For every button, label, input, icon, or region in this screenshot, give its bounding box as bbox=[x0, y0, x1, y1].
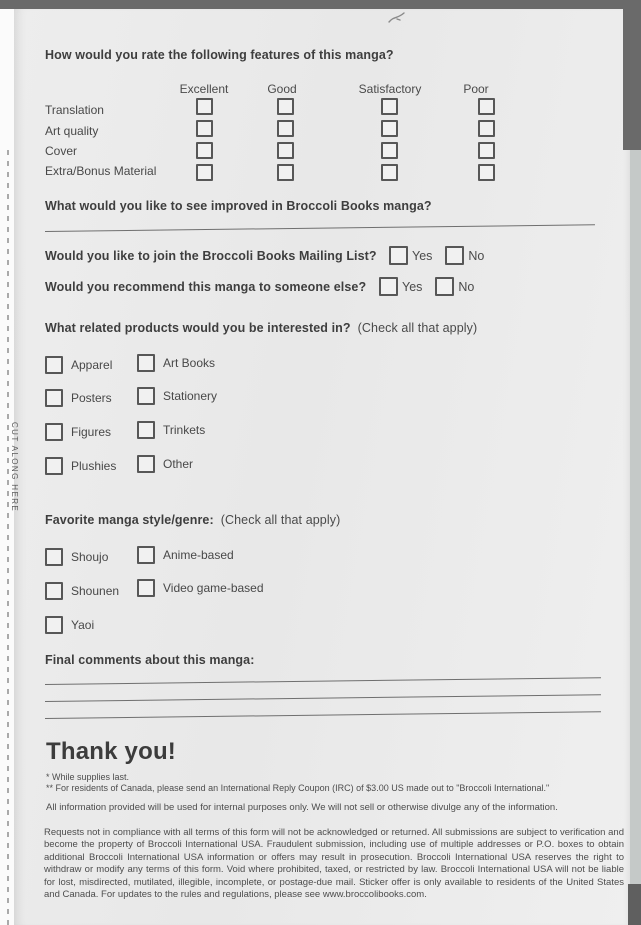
mailing-list-yes-label: Yes bbox=[412, 248, 433, 263]
genre-label-yaoi: Yaoi bbox=[71, 618, 95, 632]
product-label-apparel: Apparel bbox=[71, 358, 113, 372]
mailing-list-no-label: No bbox=[468, 248, 485, 263]
checkbox-plushies[interactable] bbox=[45, 457, 63, 475]
checkbox-extra-bonus-good[interactable] bbox=[277, 164, 294, 181]
footnote-canada-irc: ** For residents of Canada, please send an International Reply Coupon (IRC) of $3.00 US made out to "Broccoli International." bbox=[46, 783, 550, 793]
footnote-supplies: * While supplies last. bbox=[46, 772, 130, 782]
checkbox-recommend-yes[interactable] bbox=[379, 277, 398, 296]
checkbox-mailing-list-yes[interactable] bbox=[389, 246, 408, 265]
rating-row-label-translation: Translation bbox=[45, 103, 104, 117]
product-label-trinkets: Trinkets bbox=[163, 423, 206, 437]
genres-question-note: (Check all that apply) bbox=[220, 513, 341, 527]
rating-question: How would you rate the following features of this manga? bbox=[45, 48, 394, 62]
checkbox-translation-satisfactory[interactable] bbox=[381, 98, 398, 115]
checkbox-shounen[interactable] bbox=[45, 582, 63, 600]
recommend-question: Would you recommend this manga to someone else? bbox=[45, 280, 367, 294]
rating-column-header: Excellent bbox=[179, 82, 229, 96]
genre-label-shounen: Shounen bbox=[71, 584, 120, 598]
checkbox-yaoi[interactable] bbox=[45, 616, 63, 634]
product-option-apparel bbox=[45, 356, 112, 374]
product-label-figures: Figures bbox=[71, 425, 112, 439]
checkbox-shoujo[interactable] bbox=[45, 548, 63, 566]
genres-question bbox=[45, 513, 340, 527]
checkbox-translation-excellent[interactable] bbox=[196, 98, 213, 115]
product-label-stationery: Stationery bbox=[163, 389, 218, 403]
checkbox-art-quality-satisfactory[interactable] bbox=[381, 120, 398, 137]
checkbox-translation-poor[interactable] bbox=[478, 98, 495, 115]
rating-row-label-art-quality: Art quality bbox=[45, 124, 99, 138]
checkbox-extra-bonus-poor[interactable] bbox=[478, 164, 495, 181]
recommend-options bbox=[379, 277, 474, 296]
improve-question: What would you like to see improved in Broccoli Books manga? bbox=[45, 199, 432, 213]
mailing-list-options bbox=[389, 246, 484, 265]
genre-label-video-game-based: Video game-based bbox=[163, 581, 264, 595]
product-option-trinkets bbox=[137, 421, 205, 439]
checkbox-cover-excellent[interactable] bbox=[196, 142, 213, 159]
final-comments-label: Final comments about this manga: bbox=[45, 653, 255, 667]
cut-line-dashed bbox=[7, 150, 9, 925]
product-label-posters: Posters bbox=[71, 391, 112, 405]
product-option-other bbox=[137, 455, 193, 473]
product-option-plushies bbox=[45, 457, 116, 475]
checkbox-figures[interactable] bbox=[45, 423, 63, 441]
genre-label-shoujo: Shoujo bbox=[71, 550, 109, 564]
checkbox-anime-based[interactable] bbox=[137, 546, 155, 564]
checkbox-stationery[interactable] bbox=[137, 387, 155, 405]
checkbox-recommend-no[interactable] bbox=[435, 277, 454, 296]
checkbox-art-quality-poor[interactable] bbox=[478, 120, 495, 137]
rating-row-label-cover: Cover bbox=[45, 144, 78, 158]
product-option-figures bbox=[45, 423, 111, 441]
checkbox-art-quality-excellent[interactable] bbox=[196, 120, 213, 137]
genre-option-shoujo bbox=[45, 548, 108, 566]
rating-column-header: Satisfactory bbox=[358, 82, 422, 96]
checkbox-extra-bonus-excellent[interactable] bbox=[196, 164, 213, 181]
checkbox-cover-good[interactable] bbox=[277, 142, 294, 159]
checkbox-translation-good[interactable] bbox=[277, 98, 294, 115]
checkbox-apparel[interactable] bbox=[45, 356, 63, 374]
products-question-note: (Check all that apply) bbox=[357, 321, 478, 335]
recommend-yes-label: Yes bbox=[402, 279, 423, 294]
checkbox-other-product[interactable] bbox=[137, 455, 155, 473]
rating-column-header: Poor bbox=[463, 82, 489, 96]
product-option-stationery bbox=[137, 387, 217, 405]
genre-label-anime-based: Anime-based bbox=[163, 548, 234, 562]
checkbox-video-game-based[interactable] bbox=[137, 579, 155, 597]
scanner-edge-top-right bbox=[623, 0, 641, 150]
legal-terms-paragraph: Requests not in compliance with all terms of this form will not be acknowledged or returned. All submissions are subject to verification and become the property of Broccoli International USA. Fraudulent submission, including use of multiple addresses or P.O. boxes to obtain additional Broccoli International USA information or offers may result in prosecution. Broccoli International USA reserves the right to withdraw or modify any terms of this form. Void where prohibited, taxed, or restricted by law. Broccoli International USA will not be liable for lost, misdirected, mutilated, illegible, incomplete, or postage-due mail. Sticker offer is only available to residents of the United States and Canada. For updates to the rules and regulations, please see www.broccolibooks.com. bbox=[44, 827, 624, 901]
checkbox-mailing-list-no[interactable] bbox=[445, 246, 464, 265]
mailing-list-question: Would you like to join the Broccoli Books Mailing List? bbox=[45, 249, 377, 263]
product-label-plushies: Plushies bbox=[71, 459, 117, 473]
rating-column-header: Good bbox=[267, 82, 297, 96]
products-question bbox=[45, 321, 477, 335]
thank-you-heading: Thank you! bbox=[46, 738, 177, 765]
product-label-other: Other bbox=[163, 457, 194, 471]
genres-question-text: Favorite manga style/genre: bbox=[45, 513, 214, 527]
product-option-art-books bbox=[137, 354, 215, 372]
checkbox-cover-poor[interactable] bbox=[478, 142, 495, 159]
scan-artifact-mark bbox=[388, 11, 406, 29]
cut-along-here-label: CUT ALONG HERE bbox=[10, 422, 19, 513]
checkbox-art-books[interactable] bbox=[137, 354, 155, 372]
product-option-posters bbox=[45, 389, 112, 407]
product-label-art-books: Art Books bbox=[163, 356, 216, 370]
genre-option-video-game-based bbox=[137, 579, 264, 597]
checkbox-cover-satisfactory[interactable] bbox=[381, 142, 398, 159]
genre-option-yaoi bbox=[45, 616, 94, 634]
checkbox-art-quality-good[interactable] bbox=[277, 120, 294, 137]
checkbox-trinkets[interactable] bbox=[137, 421, 155, 439]
genre-option-shounen bbox=[45, 582, 119, 600]
checkbox-posters[interactable] bbox=[45, 389, 63, 407]
rating-row-label-extra-bonus: Extra/Bonus Material bbox=[45, 164, 157, 178]
genre-option-anime-based bbox=[137, 546, 234, 564]
scanner-edge-bottom-right bbox=[628, 884, 641, 925]
privacy-statement: All information provided will be used for internal purposes only. We will not sell or otherwise divulge any of the information. bbox=[46, 802, 558, 813]
products-question-text: What related products would you be interested in? bbox=[45, 321, 351, 335]
recommend-no-label: No bbox=[458, 279, 475, 294]
checkbox-extra-bonus-satisfactory[interactable] bbox=[381, 164, 398, 181]
scanner-edge-top bbox=[0, 0, 641, 9]
